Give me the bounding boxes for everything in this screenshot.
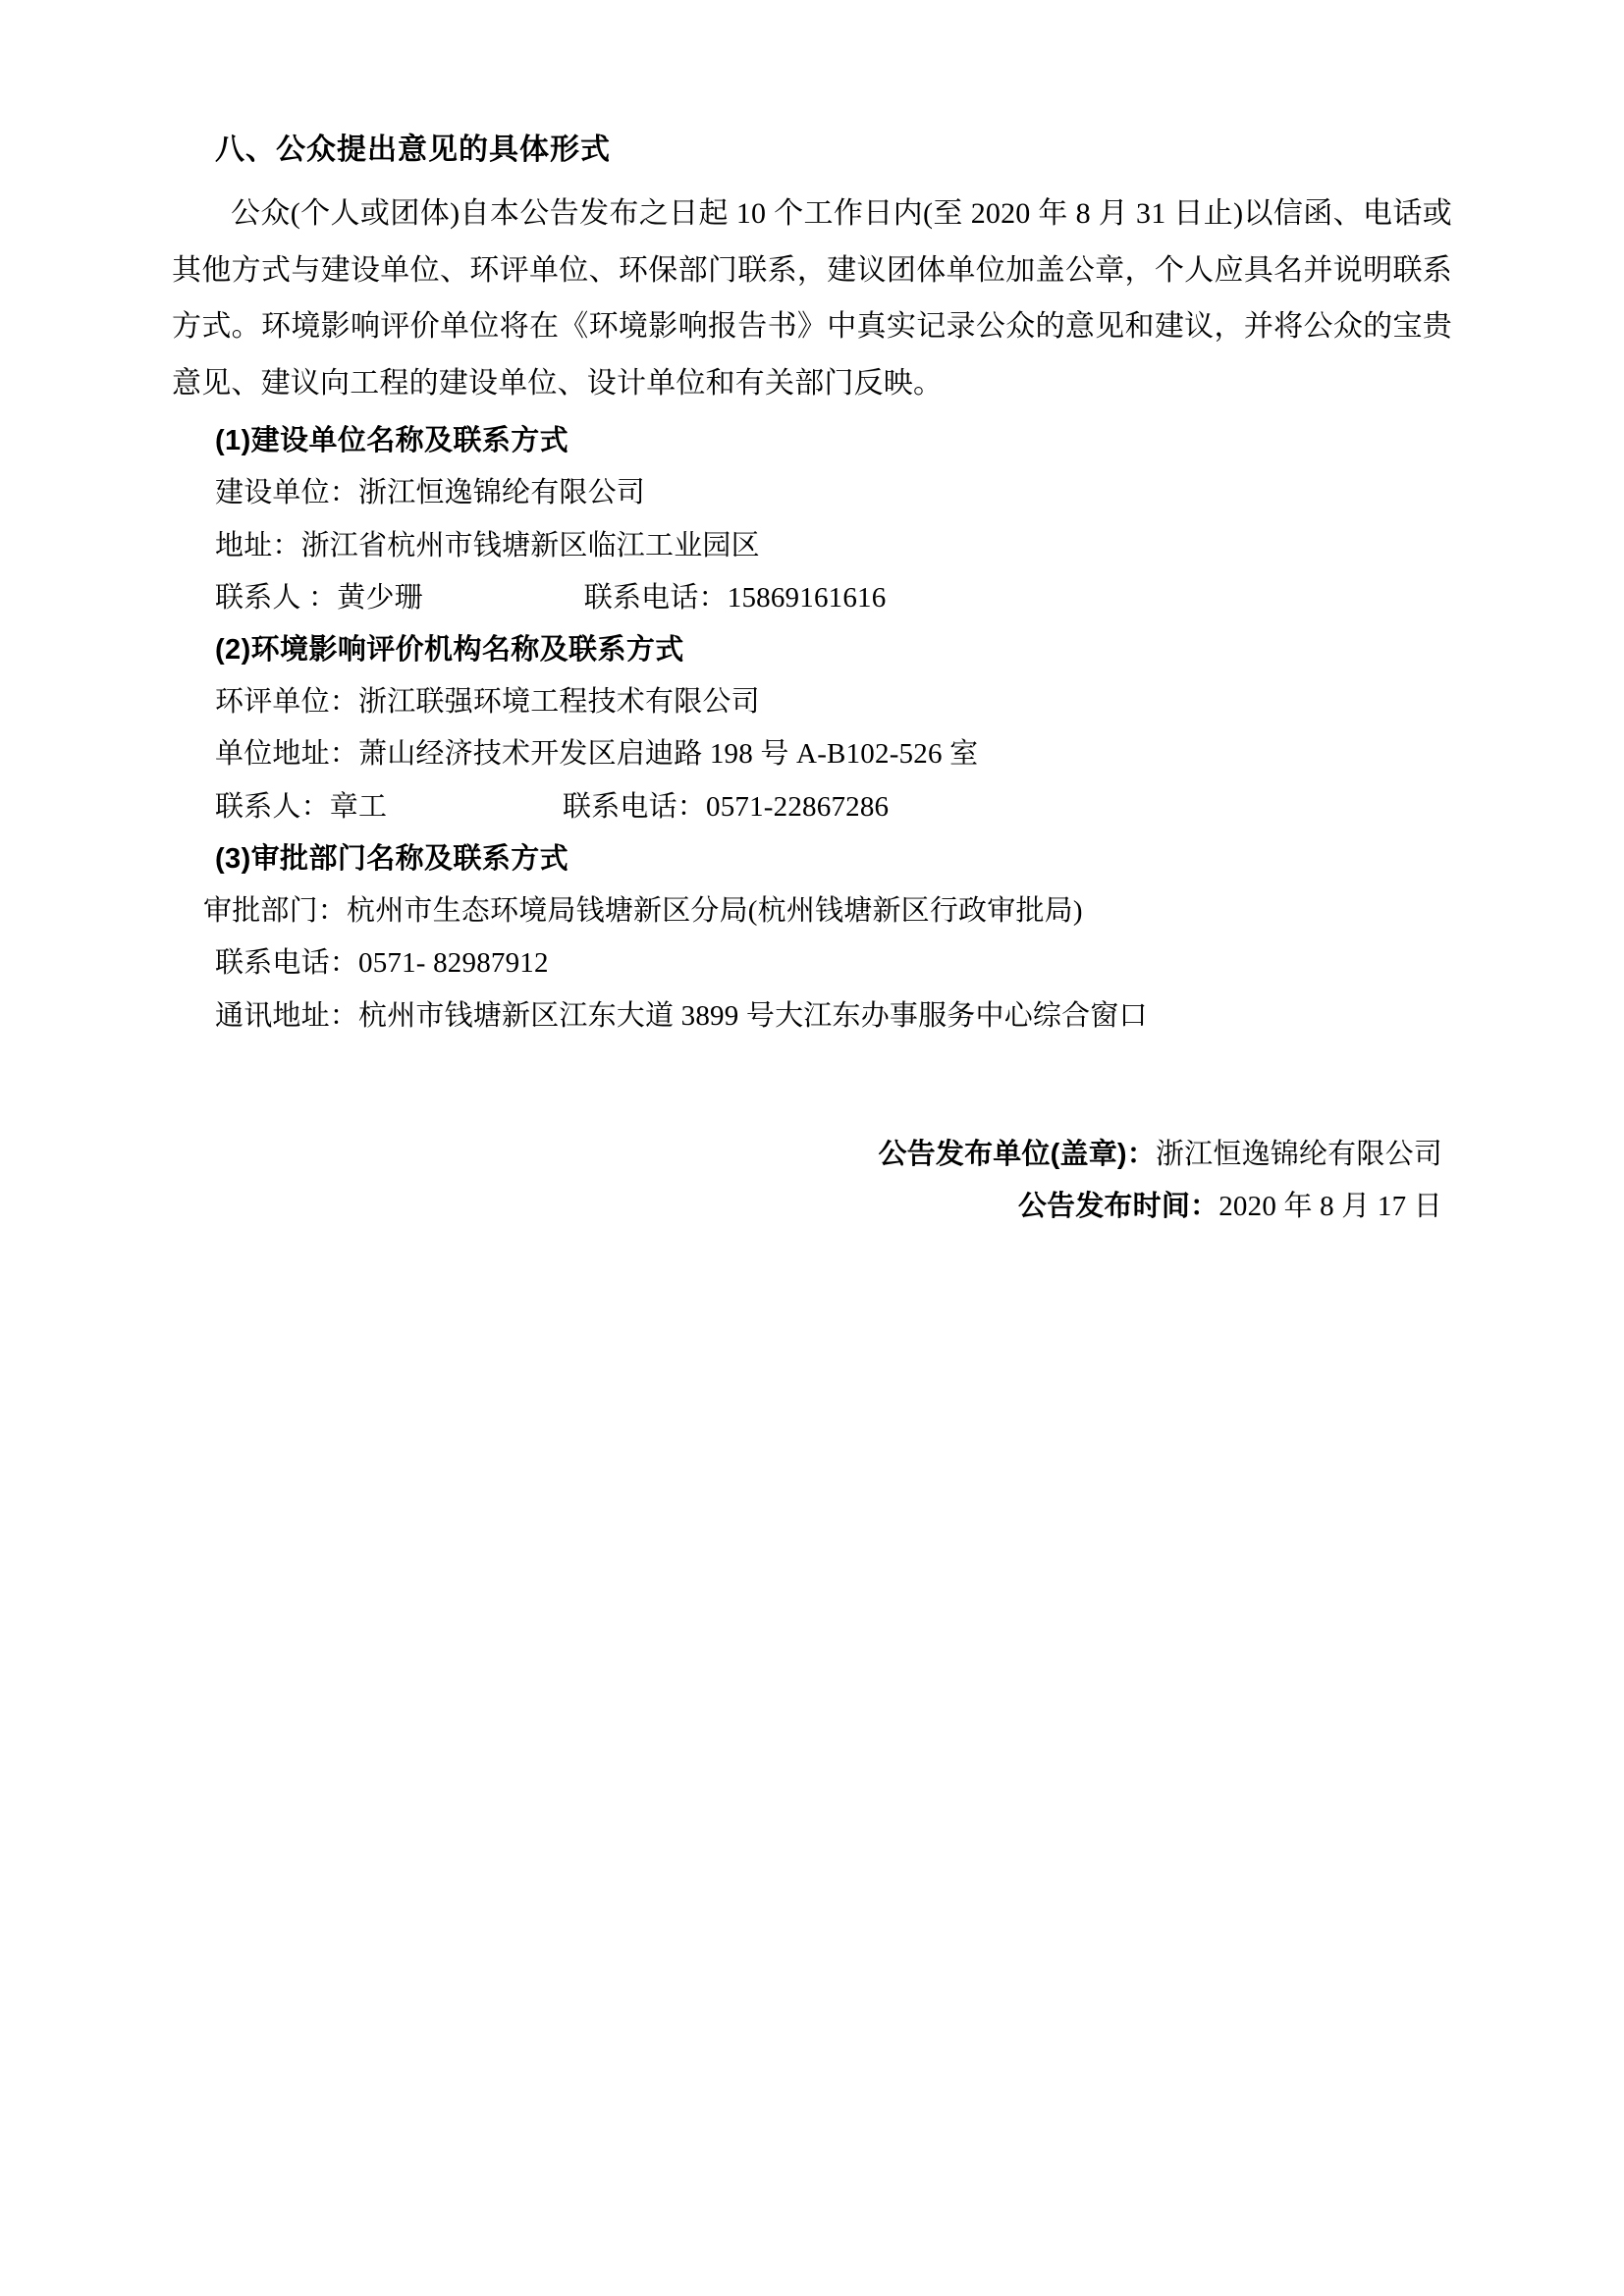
date-line bbox=[172, 1181, 1442, 1233]
approval-authority-phone: 联系电话：0571- 82987912 bbox=[215, 947, 549, 980]
construction-unit-name: 建设单位：浙江恒逸锦纶有限公司 bbox=[215, 477, 646, 509]
date-label: 公告发布时间： bbox=[1017, 1191, 1219, 1223]
subsection-heading-construction-unit: (1)建设单位名称及联系方式 bbox=[215, 425, 569, 457]
signature-block bbox=[172, 1129, 1452, 1234]
subsection-heading-approval-authority: (3)审批部门名称及联系方式 bbox=[215, 843, 569, 876]
issuer-value: 浙江恒逸锦纶有限公司 bbox=[1155, 1138, 1442, 1170]
eia-agency-contact: 联系人：章工 联系电话：0571-22867286 bbox=[215, 790, 890, 823]
subsection-heading-eia-agency: (2)环境影响评价机构名称及联系方式 bbox=[215, 634, 684, 667]
eia-agency-name: 环评单位：浙江联强环境工程技术有限公司 bbox=[215, 685, 760, 718]
eia-agency-address: 单位地址：萧山经济技术开发区启迪路 198 号 A-B102-526 室 bbox=[215, 738, 979, 771]
body-paragraph: 公众(个人或团体)自本公告发布之日起 10 个工作日内(至 2020 年 8 月 31 日止)以信函、电话或其他方式与建设单位、环评单位、环保部门联系，建议团体单位加盖公章，个人应具名并说明联系方式。环境影响评价单位将在《环境影响报告书》中真实记录公众的意见和建议，并将公众的宝贵意见、建议向工程的建设单位、设计单位和有关部门反映。 bbox=[172, 197, 1452, 400]
issuer-label: 公告发布单位(盖章)： bbox=[878, 1138, 1156, 1170]
section-heading: 八、公众提出意见的具体形式 bbox=[215, 133, 611, 166]
issuer-line bbox=[172, 1129, 1442, 1181]
approval-authority-name: 审批部门：杭州市生态环境局钱塘新区分局(杭州钱塘新区行政审批局) bbox=[203, 894, 1083, 927]
date-value: 2020 年 8 月 17 日 bbox=[1218, 1191, 1442, 1223]
construction-unit-address: 地址：浙江省杭州市钱塘新区临江工业园区 bbox=[215, 529, 760, 561]
construction-unit-contact: 联系人 ：黄少珊 联系电话：15869161616 bbox=[215, 581, 887, 614]
approval-authority-address: 通讯地址：杭州市钱塘新区江东大道 3899 号大江东办事服务中心综合窗口 bbox=[215, 999, 1148, 1032]
